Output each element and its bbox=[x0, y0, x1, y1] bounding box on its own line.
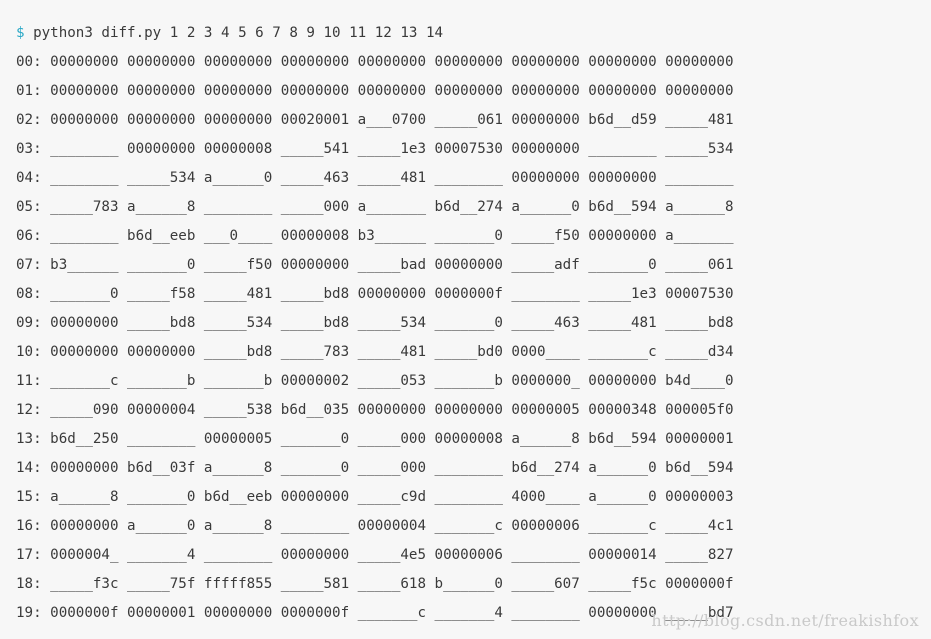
output-row-14: 14: 00000000 b6d__03f a______8 _______0 _____000 ________ b6d__274 a______0 b6d__594 bbox=[16, 460, 734, 476]
output-row-04: 04: ________ _____534 a______0 _____463 _____481 ________ 00000000 00000000 ________ bbox=[16, 170, 734, 186]
output-row-06: 06: ________ b6d__eeb ___0____ 00000008 b3______ _______0 _____f50 00000000 a_______ bbox=[16, 228, 734, 244]
output-row-17: 17: 0000004_ _______4 ________ 00000000 _____4e5 00000006 ________ 00000014 _____827 bbox=[16, 547, 734, 563]
terminal-output bbox=[16, 19, 916, 628]
output-row-02: 02: 00000000 00000000 00000000 00020001 a___0700 _____061 00000000 b6d__d59 _____481 bbox=[16, 112, 734, 128]
prompt-symbol: $ bbox=[16, 25, 25, 41]
output-row-00: 00: 00000000 00000000 00000000 00000000 00000000 00000000 00000000 00000000 00000000 bbox=[16, 54, 734, 70]
output-row-10: 10: 00000000 00000000 _____bd8 _____783 _____481 _____bd0 0000____ _______c _____d34 bbox=[16, 344, 734, 360]
output-row-11: 11: _______c _______b _______b 00000002 _____053 _______b 0000000_ 00000000 b4d____0 bbox=[16, 373, 734, 389]
output-row-15: 15: a______8 _______0 b6d__eeb 00000000 _____c9d ________ 4000____ a______0 00000003 bbox=[16, 489, 734, 505]
output-row-08: 08: _______0 _____f58 _____481 _____bd8 00000000 0000000f ________ _____1e3 00007530 bbox=[16, 286, 734, 302]
output-row-16: 16: 00000000 a______0 a______8 ________ 00000004 _______c 00000006 _______c _____4c1 bbox=[16, 518, 734, 534]
output-row-18: 18: _____f3c _____75f fffff855 _____581 _____618 b______0 _____607 _____f5c 0000000f bbox=[16, 576, 734, 592]
output-row-12: 12: _____090 00000004 _____538 b6d__035 00000000 00000000 00000005 00000348 000005f0 bbox=[16, 402, 734, 418]
output-row-07: 07: b3______ _______0 _____f50 00000000 _____bad 00000000 _____adf _______0 _____061 bbox=[16, 257, 734, 273]
watermark-url: http://blog.csdn.net/freakishfox bbox=[651, 611, 919, 630]
output-row-09: 09: 00000000 _____bd8 _____534 _____bd8 _____534 _______0 _____463 _____481 _____bd8 bbox=[16, 315, 734, 331]
output-row-13: 13: b6d__250 ________ 00000005 _______0 _____000 00000008 a______8 b6d__594 00000001 bbox=[16, 431, 734, 447]
command-text: python3 diff.py 1 2 3 4 5 6 7 8 9 10 11 12 13 14 bbox=[33, 25, 444, 41]
output-row-19: 19: 0000000f 00000001 00000000 0000000f _______c _______4 ________ 00000000 _____bd7 bbox=[16, 605, 734, 621]
command-line bbox=[16, 19, 916, 48]
output-row-01: 01: 00000000 00000000 00000000 00000000 00000000 00000000 00000000 00000000 00000000 bbox=[16, 83, 734, 99]
output-row-03: 03: ________ 00000000 00000008 _____541 _____1e3 00007530 00000000 ________ _____534 bbox=[16, 141, 734, 157]
output-row-05: 05: _____783 a______8 ________ _____000 a_______ b6d__274 a______0 b6d__594 a______8 bbox=[16, 199, 734, 215]
